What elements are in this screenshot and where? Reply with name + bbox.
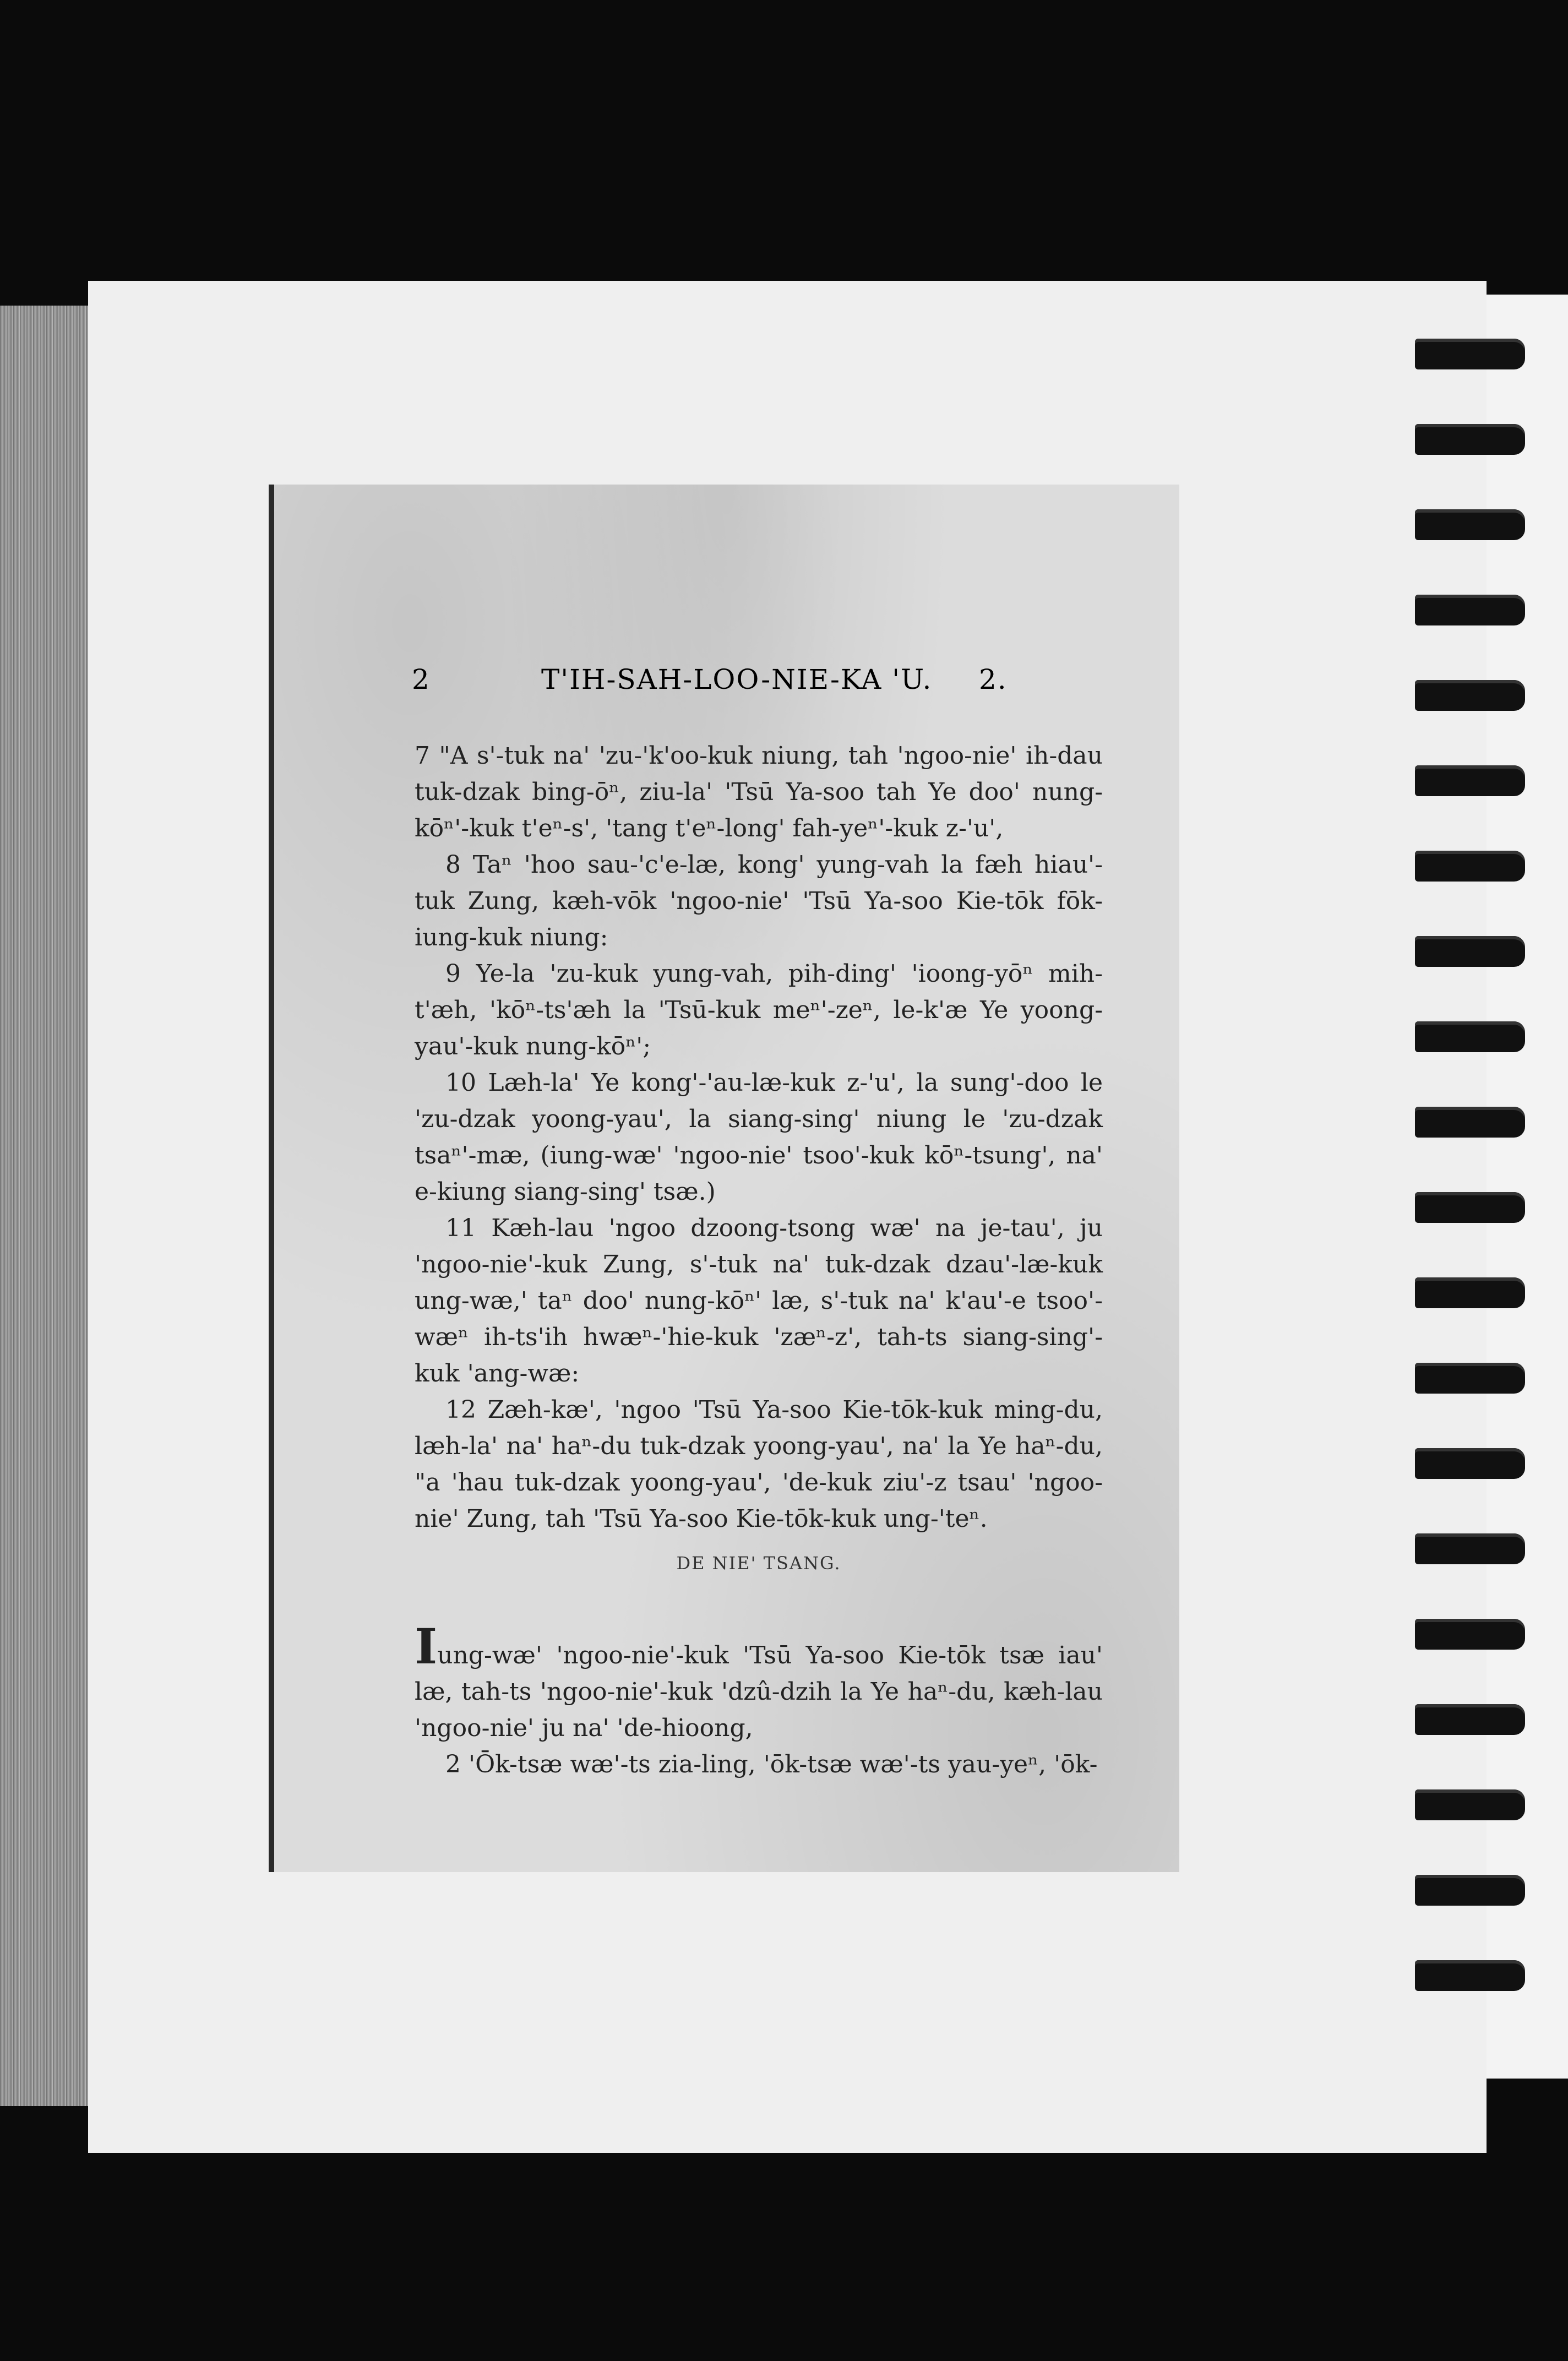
binding-coil [1415,1960,1525,1991]
verse-paragraph: 7 "A s'-tuk na' 'zu-'k'oo-kuk niung, tah 'ngoo-nie' ih-dau tuk-dzak bing-ōⁿ, ziu-la' 'Tsū Ya-soo tah Ye doo' nung-kōⁿ'-kuk t'eⁿ-s', 'tang t'eⁿ-long' fah-yeⁿ'-kuk z-'u', [415,742,1103,842]
drop-cap: I [415,1618,438,1675]
chapter-body [415,738,1103,1537]
binding-coil [1415,1533,1525,1564]
binding-coil [1415,339,1525,369]
page-number: 2 [412,663,431,695]
binding-coil [1415,1277,1525,1308]
binding-coil [1415,851,1525,882]
section-body [415,1618,1103,1783]
binding-coil [1415,1875,1525,1906]
binding-coil [1415,1021,1525,1052]
spiral-binding [1415,286,1568,2092]
section-paragraph [415,1618,1103,1747]
binding-coil [1415,1789,1525,1820]
verse-paragraph: 9 Ye-la 'zu-kuk yung-vah, pih-ding' 'ioong-yōⁿ mih-t'æh, 'kōⁿ-ts'æh la 'Tsū-kuk meⁿ'-zeⁿ, le-k'æ Ye yoong-yau'-kuk nung-kōⁿ'; [415,960,1103,1060]
verse-paragraph: 8 Taⁿ 'hoo sau-'c'e-læ, kong' yung-vah la fæh hiau'-tuk Zung, kæh-vōk 'ngoo-nie' 'Tsū Ya-soo Kie-tōk fōk-iung-kuk niung: [415,851,1103,951]
binding-coil [1415,1107,1525,1138]
binding-coil [1415,509,1525,540]
binding-coil [1415,1448,1525,1479]
binding-coil [1415,936,1525,967]
photocopied-page [269,485,1179,1872]
section-paragraph: 2 'Ōk-tsæ wæ'-ts zia-ling, 'ōk-tsæ wæ'-ts yau-yeⁿ, 'ōk- [445,1750,1098,1778]
verse-paragraph: 10 Læh-la' Ye kong'-'au-læ-kuk z-'u', la sung'-doo le 'zu-dzak yoong-yau', la siang-sing' niung le 'zu-dzak tsaⁿ'-mæ, (iung-wæ' 'ngoo-nie' tsoo'-kuk kōⁿ-tsung', na' e-kiung siang-sing' tsæ.) [415,1069,1103,1206]
binding-coil [1415,1704,1525,1735]
running-title: T'IH-SAH-LOO-NIE-KA 'U. [541,663,933,695]
verse-paragraph: 12 Zæh-kæ', 'ngoo 'Tsū Ya-soo Kie-tōk-kuk ming-du, læh-la' na' haⁿ-du tuk-dzak yoong-yau', na' la Ye haⁿ-du, "a 'hau tuk-dzak yoong-yau', 'de-kuk ziu'-z tsau' 'ngoo-nie' Zung, tah 'Tsū Ya-soo Kie-tōk-kuk ung-'teⁿ. [415,1396,1103,1533]
binding-coil [1415,1619,1525,1650]
page-header [412,663,1100,708]
section-paragraph-text: ung-wæ' 'ngoo-nie'-kuk 'Tsū Ya-soo Kie-tōk tsæ iau' læ, tah-ts 'ngoo-nie'-kuk 'dzû-dzih la Ye haⁿ-du, kæh-lau 'ngoo-nie' ju na' 'de-hioong, [415,1641,1103,1742]
binding-coil [1415,424,1525,455]
binding-coil [1415,595,1525,625]
section-heading: DE NIE' TSANG. [676,1553,841,1574]
binding-coil [1415,1363,1525,1394]
verse-paragraph: 11 Kæh-lau 'ngoo dzoong-tsong wæ' na je-tau', ju 'ngoo-nie'-kuk Zung, s'-tuk na' tuk-dzak dzau'-læ-kuk ung-wæ,' taⁿ doo' nung-kōⁿ' læ, s'-tuk na' k'au'-e tsoo'-wæⁿ ih-ts'ih hwæⁿ-'hie-kuk 'zæⁿ-z', tah-ts siang-sing'-kuk 'ang-wæ: [415,1214,1103,1388]
binding-coil [1415,1192,1525,1223]
chapter-number: 2. [979,663,1008,695]
binding-coil [1415,680,1525,711]
binding-coil [1415,765,1525,796]
